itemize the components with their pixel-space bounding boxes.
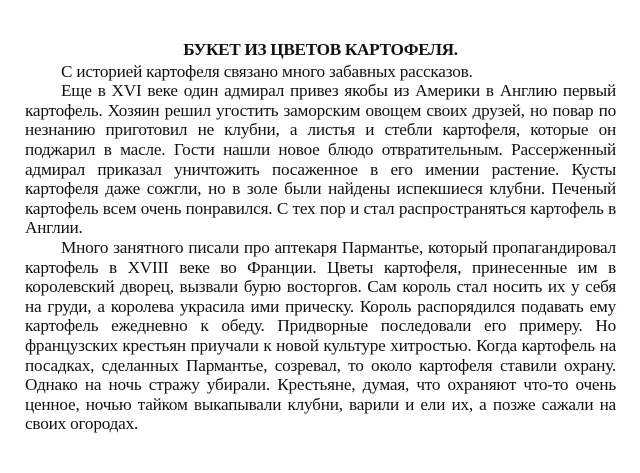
paragraph-intro: С историей картофеля связано много забавных рассказов. — [61, 61, 473, 81]
paragraph-england: Еще в XVI веке один адмирал привез якобы из Америки в Англию первый картофель. Хозяин решил угостить заморским овощем своих друзей, но повар по незнанию приготовил не клубни, а листья и стебли картофеля, которые он поджарил в масле. Гости нашли новое блюдо отвратительным. Рассерженный адмирал приказал уничтожить посаженное в его имении растение. Кусты картофеля даже сожгли, но в золе были найдены испекшиеся клубни. Печеный картофель всем очень понравился. С тех пор и стал распространяться картофель в Англии. — [25, 81, 616, 238]
paragraph-france: Много занятного писали про аптекаря Пармантье, который пропагандировал картофель в XVIII веке во Франции. Цветы картофеля, принесенные им в королевский дворец, вызвали бурю восторгов. Сам король стал носить их у себя на груди, а королева украсила ими прическу. Король распорядился подавать ему картофель ежедневно к обеду. Придворные последовали его примеру. Но французских крестьян приучали к новой культуре хитростью. Когда картофель на посадках, сделанных Пармантье, созревал, то около картофеля ставили охрану. Однако на ночь стражу убирали. Крестьяне, думая, что охраняют что-то очень ценное, ночью тайком выкапывали клубни, варили и ели их, а позже сажали на своих огородах. — [25, 237, 616, 434]
document-title: БУКЕТ ИЗ ЦВЕТОВ КАРТОФЕЛЯ. — [183, 40, 458, 59]
document-page — [25, 40, 616, 434]
